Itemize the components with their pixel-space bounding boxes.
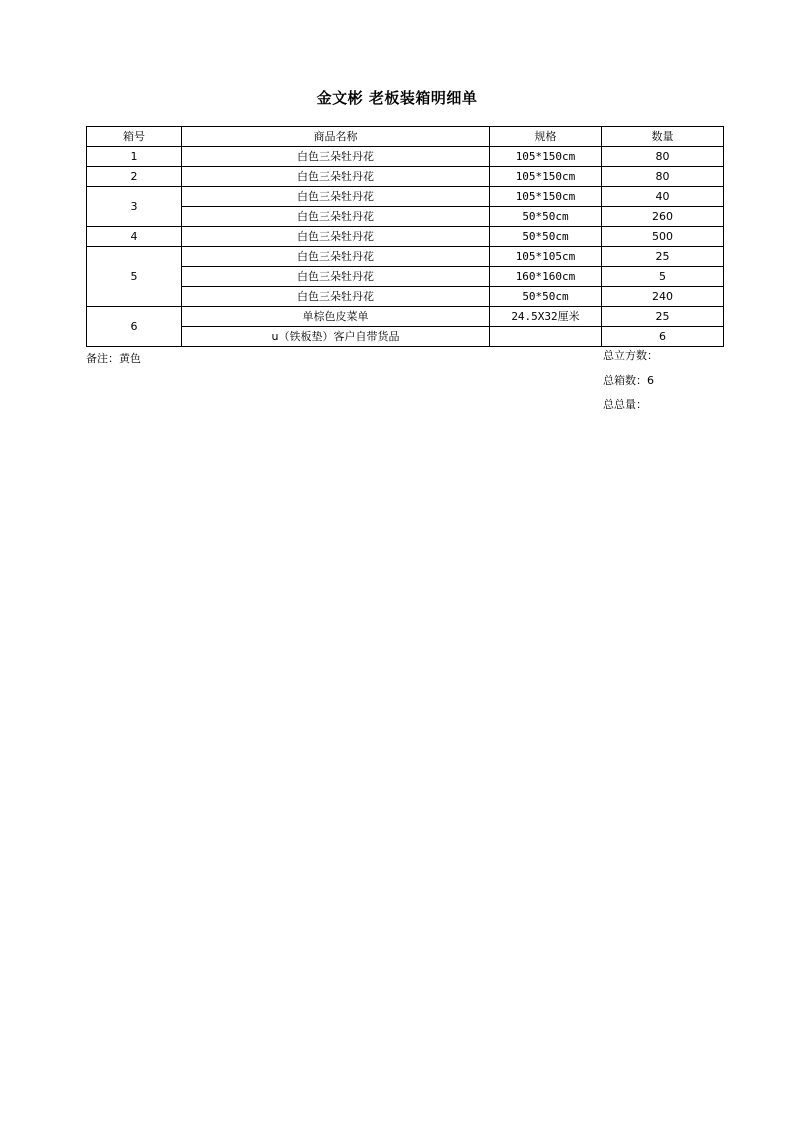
- product-name-cell: 白色三朵牡丹花: [182, 187, 490, 207]
- box-number-cell: 5: [87, 247, 182, 307]
- table-row: [87, 287, 724, 307]
- spec-cell: 50*50cm: [490, 287, 602, 307]
- header-box-number: 箱号: [87, 127, 182, 147]
- quantity-cell: 240: [602, 287, 724, 307]
- spec-cell: 105*150cm: [490, 147, 602, 167]
- table-row: [87, 327, 724, 347]
- table-row: [87, 247, 724, 267]
- spec-cell: 24.5X32厘米: [490, 307, 602, 327]
- table-row: [87, 147, 724, 167]
- spec-cell: 105*105cm: [490, 247, 602, 267]
- table-row: [87, 267, 724, 287]
- header-product-name: 商品名称: [182, 127, 490, 147]
- quantity-cell: 6: [602, 327, 724, 347]
- quantity-cell: 260: [602, 207, 724, 227]
- quantity-cell: 25: [602, 247, 724, 267]
- box-number-cell: 1: [87, 147, 182, 167]
- quantity-cell: 5: [602, 267, 724, 287]
- table-row: [87, 307, 724, 327]
- table-row: [87, 187, 724, 207]
- total-weight-label: 总总量：: [603, 398, 647, 411]
- product-name-cell: 白色三朵牡丹花: [182, 247, 490, 267]
- quantity-cell: 500: [602, 227, 724, 247]
- spec-cell: 160*160cm: [490, 267, 602, 287]
- quantity-cell: 25: [602, 307, 724, 327]
- product-name-cell: 单棕色皮菜单: [182, 307, 490, 327]
- quantity-cell: 80: [602, 147, 724, 167]
- product-name-cell: 白色三朵牡丹花: [182, 147, 490, 167]
- header-quantity: 数量: [602, 127, 724, 147]
- box-number-cell: 3: [87, 187, 182, 227]
- box-number-cell: 4: [87, 227, 182, 247]
- product-name-cell: 白色三朵牡丹花: [182, 207, 490, 227]
- table-row: [87, 167, 724, 187]
- spec-cell: 105*150cm: [490, 187, 602, 207]
- box-number-cell: 6: [87, 307, 182, 347]
- remark-note: 备注：黄色: [86, 352, 141, 365]
- spec-cell: [490, 327, 602, 347]
- total-boxes-label: 总箱数：6: [603, 374, 654, 387]
- quantity-cell: 80: [602, 167, 724, 187]
- product-name-cell: 白色三朵牡丹花: [182, 167, 490, 187]
- product-name-cell: 白色三朵牡丹花: [182, 287, 490, 307]
- table-row: [87, 207, 724, 227]
- packing-table: [86, 126, 724, 347]
- header-spec: 规格: [490, 127, 602, 147]
- product-name-cell: 白色三朵牡丹花: [182, 227, 490, 247]
- product-name-cell: u（铁板垫）客户自带货品: [182, 327, 490, 347]
- product-name-cell: 白色三朵牡丹花: [182, 267, 490, 287]
- spec-cell: 105*150cm: [490, 167, 602, 187]
- spec-cell: 50*50cm: [490, 207, 602, 227]
- total-volume-label: 总立方数：: [603, 349, 658, 362]
- page-title: 金文彬 老板装箱明细单: [316, 89, 478, 107]
- spec-cell: 50*50cm: [490, 227, 602, 247]
- table-row: [87, 227, 724, 247]
- quantity-cell: 40: [602, 187, 724, 207]
- box-number-cell: 2: [87, 167, 182, 187]
- table-header-row: [87, 127, 724, 147]
